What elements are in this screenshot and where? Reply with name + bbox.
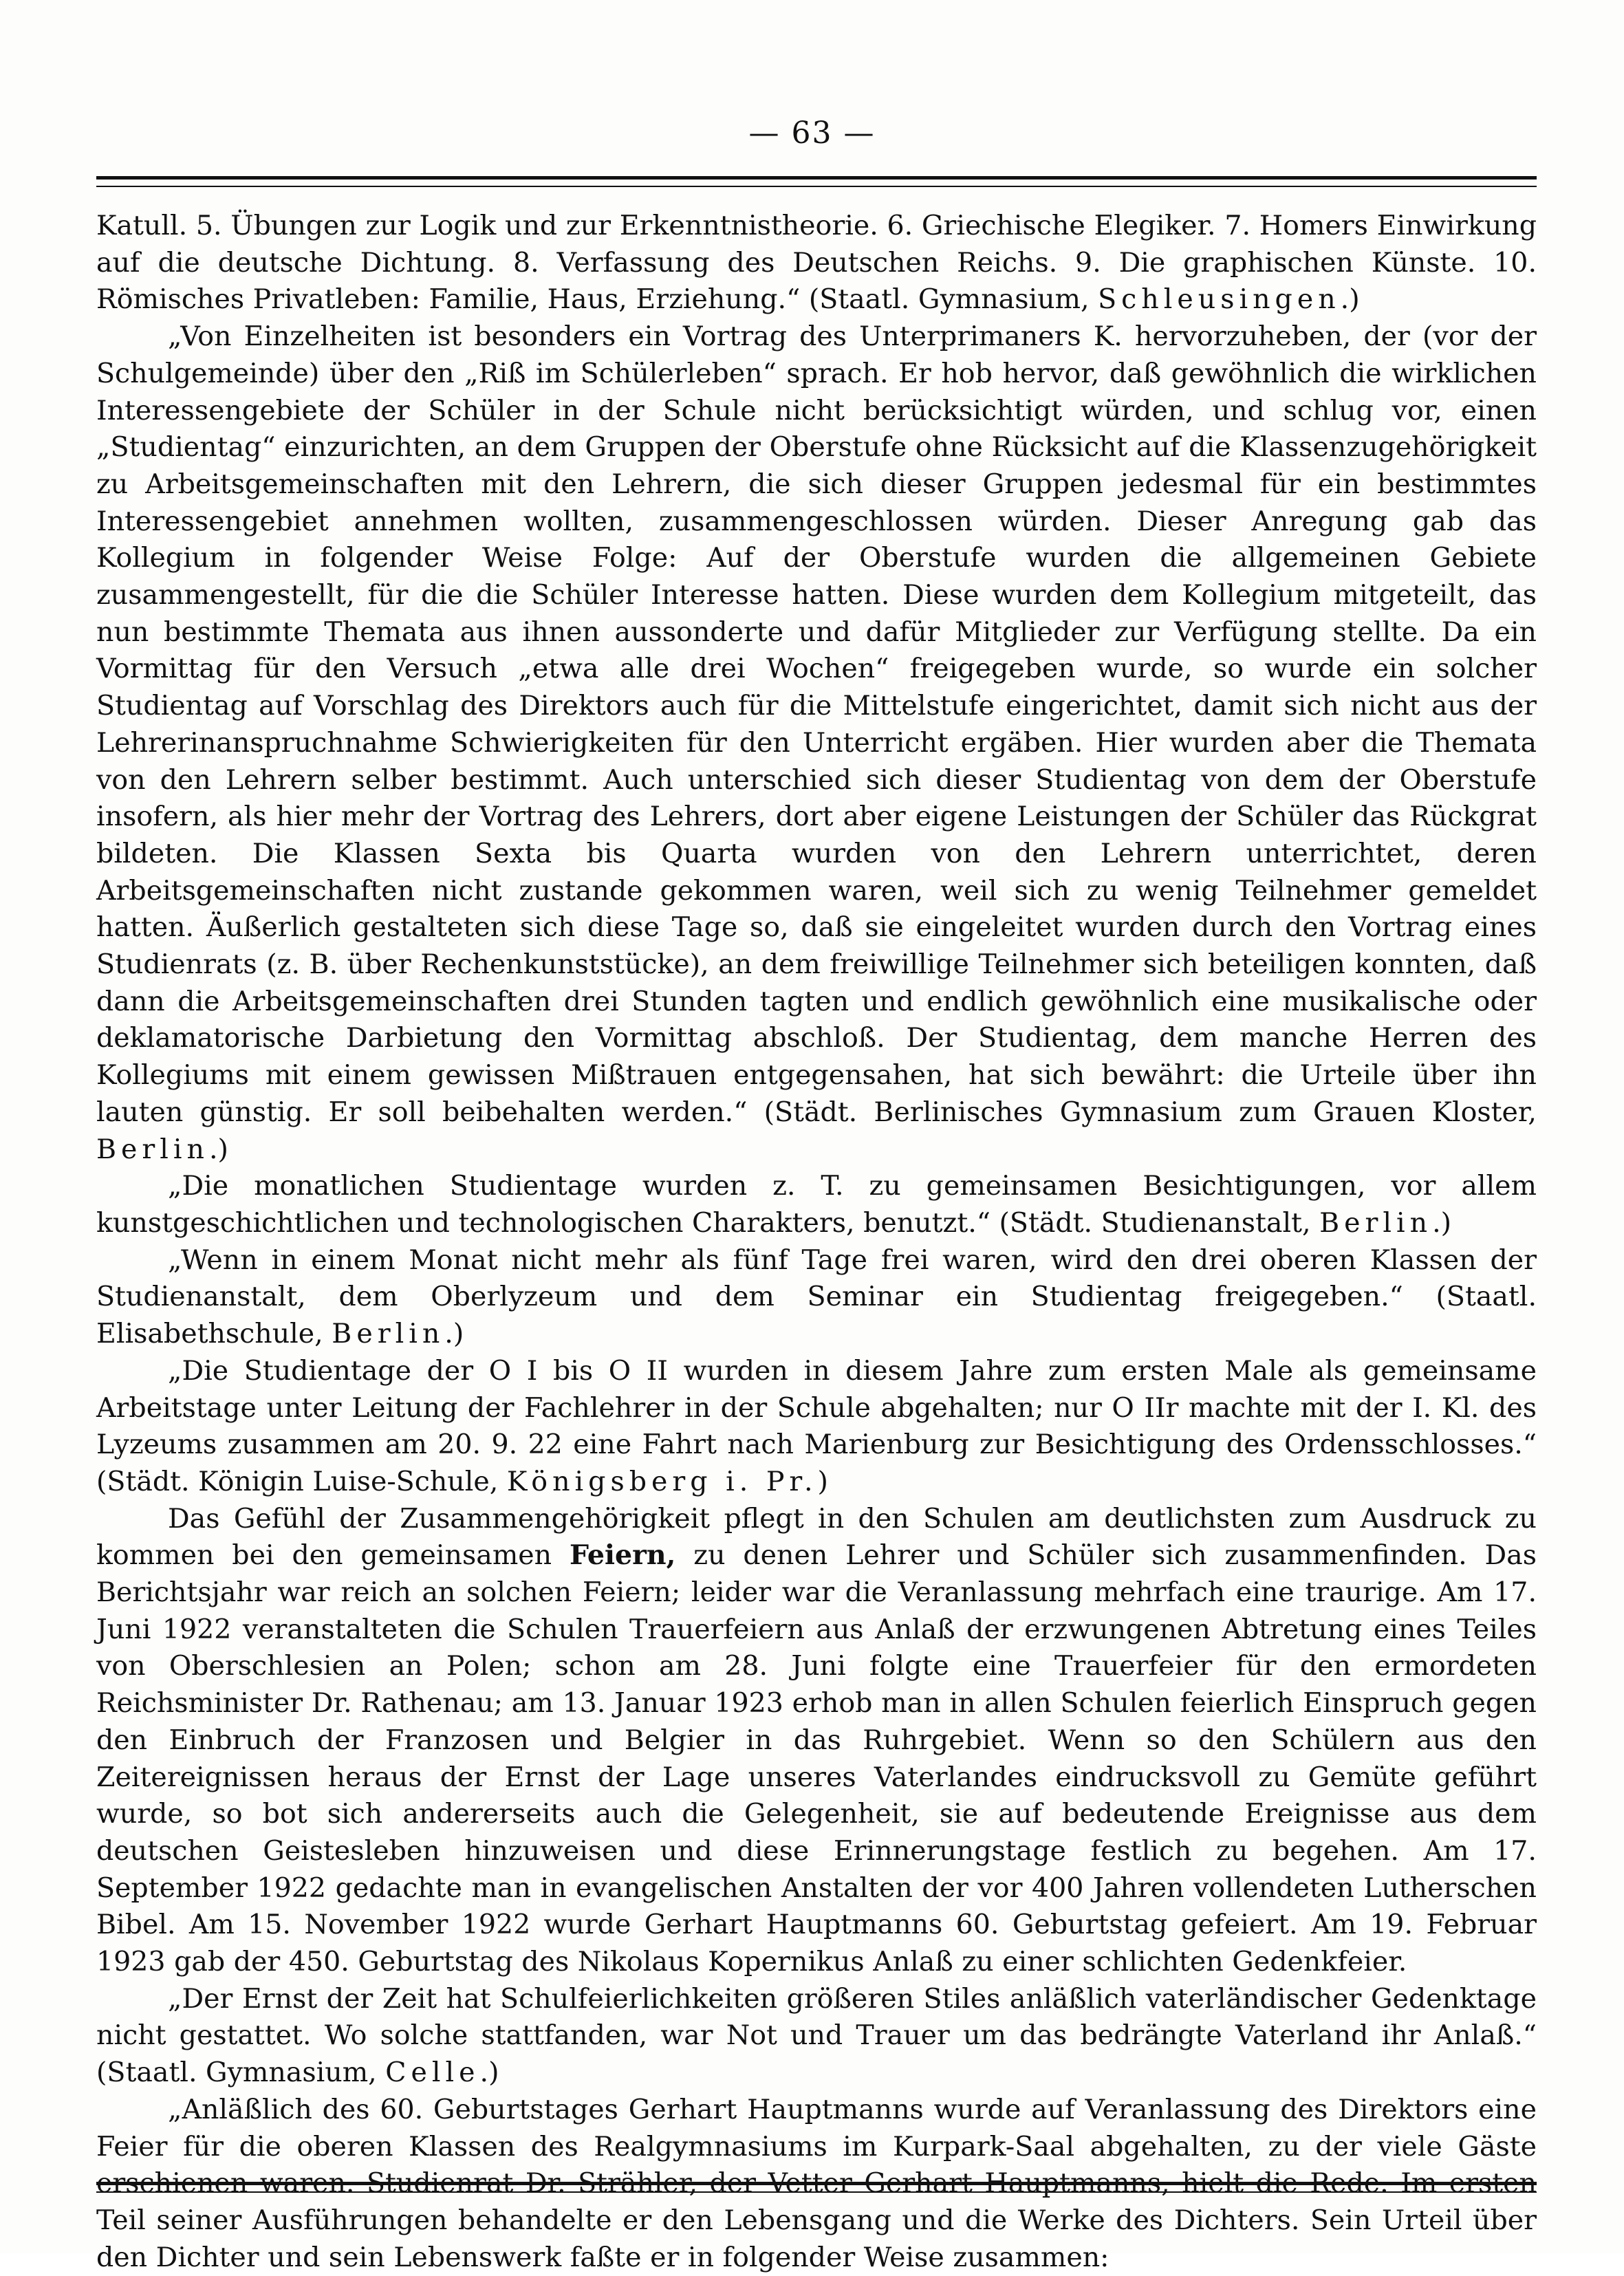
header-rule-thick [96, 176, 1537, 180]
paragraph-text: .) [479, 2057, 499, 2089]
paragraph [96, 318, 1537, 1168]
place-name: Berlin [332, 1318, 445, 1350]
paragraph [96, 208, 1537, 318]
place-name: Celle [385, 2057, 480, 2089]
page-number: — 63 — [748, 116, 876, 151]
paragraph-text: „Anläßlich des 60. Geburtstages Gerhart Hauptmanns wurde auf Veranlassung des Direktors eine Feier für die oberen Klassen des Realgymnasiums im Kurpark-Saal abgehalten, zu der viele Gäste erschienen waren. Studienrat Dr. Strähler, der Vetter Gerhart Hauptmanns, hielt die Rede. Im ersten Teil seiner Ausführungen behandelte er den Lebensgang und die Werke des Dichters. Sein Urteil über den Dichter und sein Lebenswerk faßte er in folgender Weise zusammen: [96, 2093, 1537, 2273]
paragraph [96, 1168, 1537, 1242]
footer-rule-thick [96, 2182, 1537, 2185]
paragraph-text: „Die Studientage der O I bis O II wurden in diesem Jahre zum ersten Male als gemeinsame Arbeitstage unter Leitung der Fachlehrer in der Schule abgehalten; nur O IIr machte mit der I. Kl. des Lyzeums zusammen am 20. 9. 22 eine Fahrt nach Marienburg zur Besichtigung des Ordensschlosses.“ (Städt. Königin Luise-Schule, [96, 1354, 1537, 1497]
emphasis-text: Feiern, [569, 1539, 676, 1572]
paragraph-text: .) [209, 1133, 228, 1165]
paragraph-text: „Wenn in einem Monat nicht mehr als fünf Tage frei waren, wird den drei oberen Klassen der Studienanstalt, dem Oberlyzeum und dem Seminar ein Studientag freigegeben.“ (Staatl. Elisabethschule, [96, 1244, 1537, 1350]
footer-rule-thin [96, 2191, 1537, 2193]
paragraph-text: „Von Einzelheiten ist besonders ein Vortrag des Unterprimaners K. hervorzuheben, der (vor der Schulgemeinde) über den „Riß im Schülerleben“ sprach. Er hob hervor, daß gewöhnlich die wirklichen Interessengebiete der Schüler in der Schule nicht berücksichtigt würden, und schlug vor, einen „Studientag“ einzurichten, an dem Gruppen der Oberstufe ohne Rücksicht auf die Klassenzugehörigkeit zu Arbeitsgemeinschaften mit den Lehrern, die sich dieser Gruppen jedesmal für ein bestimmtes Interessengebiet annehmen wollten, zusammengeschlossen würden. Dieser Anregung gab das Kollegium in folgender Weise Folge: Auf der Oberstufe wurden die allgemeinen Gebiete zusammengestellt, für die die Schüler Interesse hatten. Diese wurden dem Kollegium mitgeteilt, das nun bestimmte Themata aus ihnen aussonderte und dafür Mitglieder zur Verfügung stellte. Da ein Vormittag für den Versuch „etwa alle drei Wochen“ freigegeben wurde, so wurde ein solcher Studientag auf Vorschlag des Direktors auch für die Mittelstufe eingerichtet, damit sich nicht aus der Lehrerinanspruchnahme Schwierigkeiten für den Unterricht ergäben. Hier wurden aber die Themata von den Lehrern selber bestimmt. Auch unterschied sich dieser Studientag von dem der Oberstufe insofern, als hier mehr der Vortrag des Lehrers, dort aber eigene Leistungen der Schüler das Rückgrat bildeten. Die Klassen Sexta bis Quarta wurden von den Lehrern unterrichtet, deren Arbeitsgemeinschaften nicht zustande gekommen waren, weil sich zu wenig Teilnehmer gemeldet hatten. Äußerlich gestalteten sich diese Tage so, daß sie eingeleitet wurden durch den Vortrag eines Studienrats (z. B. über Rechenkunststücke), an dem freiwillige Teilnehmer sich beteiligen konnten, daß dann die Arbeitsgemeinschaften drei Stunden tagten und endlich gewöhnlich eine musikalische oder deklamatorische Darbietung den Vormittag abschloß. Der Studientag, dem manche Herren des Kollegiums mit einem gewissen Mißtrauen entgegensahen, hat sich bewährt: die Urteile über ihn lauten günstig. Er soll beibehalten werden.“ (Städt. Berlinisches Gymnasium zum Grauen Kloster, [96, 321, 1537, 1128]
body-text [96, 208, 1537, 2276]
place-name: Berlin [96, 1133, 209, 1165]
paragraph-text: .) [1340, 283, 1360, 316]
place-name: Berlin [1319, 1206, 1433, 1239]
place-name: Schleusingen [1098, 283, 1341, 316]
paragraph-text: .) [1432, 1206, 1452, 1239]
paragraph-text: „Der Ernst der Zeit hat Schulfeierlichkeiten größeren Stiles anläßlich vaterländischer Gedenktage nicht gestattet. Wo solche stattfanden, war Not und Trauer um das bedrängte Vaterland ihr Anlaß.“ (Staatl. Gymnasium, [96, 1982, 1537, 2089]
paragraph-text: Das Gefühl der Zusammengehörigkeit pflegt in den Schulen am deutlichsten zum Ausdruck zu kommen bei den gemeinsamen [96, 1502, 1537, 1572]
place-name: Königsberg i. Pr. [506, 1465, 818, 1497]
header-rule-thin [96, 186, 1537, 187]
paragraph-text: ) [817, 1465, 828, 1497]
paragraph [96, 1501, 1537, 1981]
paragraph [96, 1353, 1537, 1501]
paragraph-text: .) [444, 1318, 464, 1350]
paragraph-text: zu denen Lehrer und Schüler sich zusammenfinden. Das Berichtsjahr war reich an solchen Feiern; leider war die Veranlassung mehrfach eine traurige. Am 17. Juni 1922 veranstalteten die Schulen Trauerfeiern aus Anlaß der erzwungenen Abtretung eines Teiles von Oberschlesien an Polen; schon am 28. Juni folgte eine Trauerfeier für den ermordeten Reichsminister Dr. Rathenau; am 13. Januar 1923 erhob man in allen Schulen feierlich Einspruch gegen den Einbruch der Franzosen und Belgier in das Ruhrgebiet. Wenn so den Schülern aus den Zeitereignissen heraus der Ernst der Lage unseres Vaterlandes eindrucksvoll zu Gemüte geführt wurde, so bot sich andererseits auch die Gelegenheit, sie auf bedeutende Ereignisse aus dem deutschen Geistesleben hinzuweisen und diese Erinnerungstage festlich zu begehen. Am 17. September 1922 gedachte man in evangelischen Anstalten der vor 400 Jahren vollendeten Lutherschen Bibel. Am 15. November 1922 wurde Gerhart Hauptmanns 60. Geburtstag gefeiert. Am 19. Februar 1923 gab der 450. Geburtstag des Nikolaus Kopernikus Anlaß zu einer schlichten Gedenkfeier. [96, 1539, 1537, 1978]
paragraph [96, 1242, 1537, 1353]
paragraph [96, 1981, 1537, 2092]
paragraph-text: „Die monatlichen Studientage wurden z. T. zu gemeinsamen Besichtigungen, vor allem kunstgeschichtlichen und technologischen Charakters, benutzt.“ (Städt. Studienanstalt, [96, 1170, 1537, 1239]
paragraph-text: Katull. 5. Übungen zur Logik und zur Erkenntnistheorie. 6. Griechische Elegiker. 7. Homers Einwirkung auf die deutsche Dichtung. 8. Verfassung des Deutschen Reichs. 9. Die graphischen Künste. 10. Römisches Privatleben: Familie, Haus, Erziehung.“ (Staatl. Gymnasium, [96, 210, 1537, 316]
